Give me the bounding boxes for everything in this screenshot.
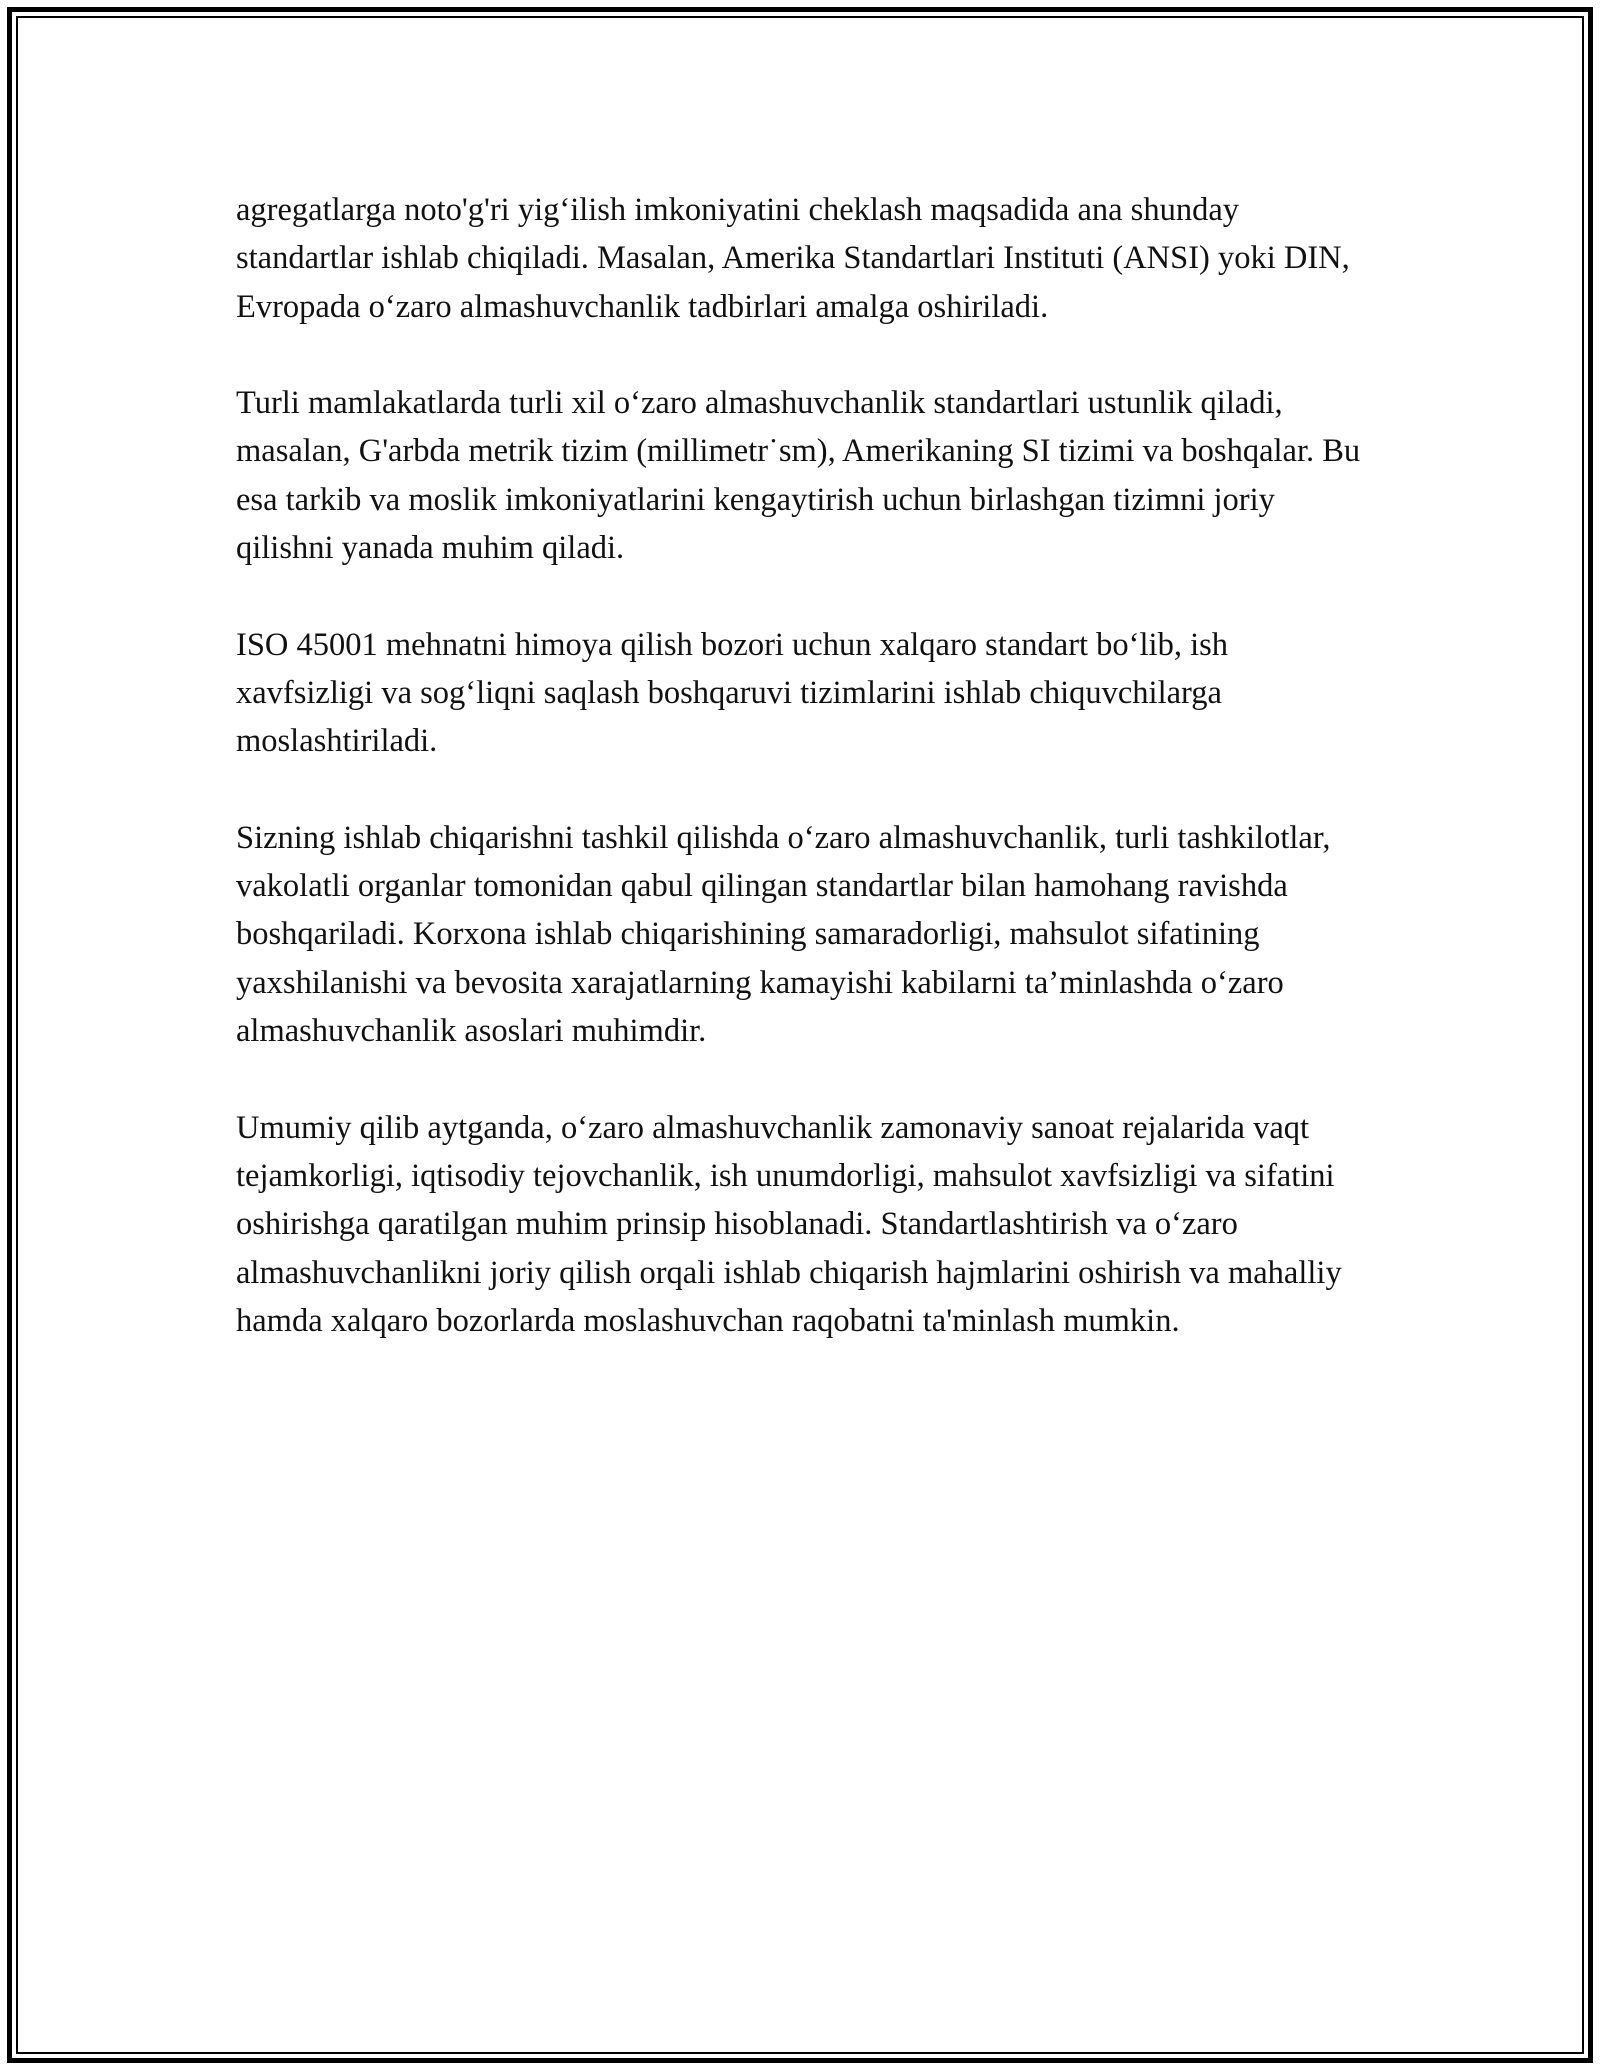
paragraph: Umumiy qilib aytganda, o‘zaro almashuvchanlik zamonaviy sanoat rejalarida vaqt tejamkorligi, iqtisodiy tejovchanlik, ish unumdorligi, mahsulot xavfsizligi va sifatini oshirishga qaratilgan muhim prinsip hisoblanadi. Standartlashtirish va o‘zaro almashuvchanlikni joriy qilish orqali ishlab chiqarish hajmlarini oshirish va mahalliy hamda xalqaro bozorlarda moslashuvchan raqobatni ta'minlash mumkin. [236, 1109, 1342, 1339]
paragraph: agregatlarga noto'g'ri yig‘ilish imkoniyatini cheklash maqsadida ana shunday standartlar ishlab chiqiladi. Masalan, Amerika Standartlari Instituti (ANSI) yoki DIN, Evropada o‘zaro almashuvchanlik tadbirlari amalga oshiriladi. [236, 192, 1350, 325]
document-body [236, 186, 1366, 1345]
paragraph: Sizning ishlab chiqarishni tashkil qilishda o‘zaro almashuvchanlik, turli tashkilotlar, vakolatli organlar tomonidan qabul qilingan standartlar bilan hamohang ravishda boshqariladi. Korxona ishlab chiqarishining samaradorligi, mahsulot sifatining yaxshilanishi va bevosita xarajatlarning kamayishi kabilarni ta’minlashda o‘zaro almashuvchanlik asoslari muhimdir. [236, 819, 1331, 1050]
paragraph: ISO 45001 mehnatni himoya qilish bozori uchun xalqaro standart bo‘lib, ish xavfsizligi va sog‘liqni saqlash boshqaruvi tizimlarini ishlab chiquvchilarga moslashtiriladi. [236, 626, 1228, 760]
paragraph: Turli mamlakatlarda turli xil o‘zaro almashuvchanlik standartlari ustunlik qiladi, masalan, G'arbda metrik tizim (millimetr˙sm), Amerikaning SI tizimi va boshqalar. Bu esa tarkib va moslik imkoniyatlarini kengaytirish uchun birlashgan tizimni joriy qilishni yanada muhim qiladi. [236, 385, 1361, 567]
